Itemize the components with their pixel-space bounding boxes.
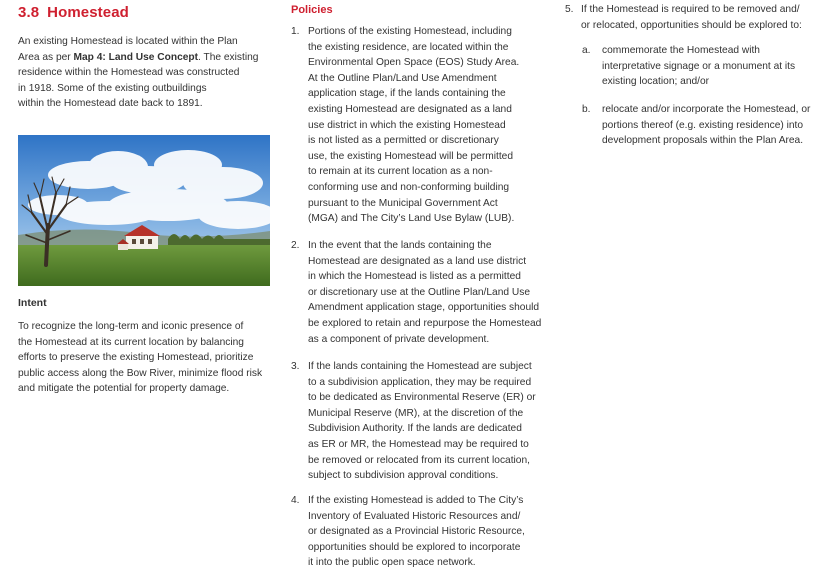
policy-text [581,2,827,33]
policy-line: Subdivision Authority. If the lands are dedicated [308,423,522,435]
policy-line: use, the existing Homestead will be permitted [308,150,513,162]
subitem-line: existing location; and/or [602,76,710,88]
policy-line: opportunities should be explored to incorporate [308,541,521,553]
policy-subitem-b [565,102,827,149]
policy-line: or discretionary use at the Outline Plan/Land Use [308,286,530,298]
policy-item-1 [291,24,551,227]
intro-line: An existing Homestead is located within the Plan [18,36,238,47]
subitem-line: portions thereof (e.g. existing residence) into [602,119,804,131]
intro-line: residence within the Homestead was constructed [18,67,240,79]
policy-line: Environmental Open Space (EOS) Study Area. [308,57,520,69]
policy-line: Homestead are designated as a land use district [308,255,527,267]
intent-line: and mitigate the potential for property damage. [18,383,230,395]
policy-text [308,493,548,571]
subitem-letter: b. [582,104,591,115]
policy-line: If the lands containing the Homestead are subject [308,361,532,372]
policy-line: as ER or MR, the Homestead may be required to [308,438,529,450]
policy-line: pursuant to the Municipal Government Act [308,197,498,209]
intro-text: Area as per [18,51,74,63]
subitem-line: relocate and/or incorporate the Homestead, or [602,104,811,115]
policy-line: it into the public open space network. [308,557,476,569]
policy-line: If the Homestead is required to be removed and/ [581,4,800,15]
policy-line: At the Outline Plan/Land Use Amendment [308,72,497,84]
policy-text [308,359,548,484]
policy-number: 3. [291,361,300,372]
subitem-text [602,43,827,90]
policy-line: Portions of the existing Homestead, including [308,26,512,37]
intro-line: in 1918. Some of the existing outbuildings [18,82,207,94]
policy-line: or designated as a Provincial Historic Resource, [308,526,525,538]
policy-number: 4. [291,495,300,506]
policy-line: conforming use and non-conforming building [308,181,510,193]
policy-text [308,238,548,347]
intro-line: within the Homestead date back to 1891. [18,98,203,110]
policy-line: is not listed as a permitted or discretionary [308,135,499,147]
policy-number: 2. [291,240,300,251]
policy-line: to remain at its current location as a non- [308,166,493,178]
policy-line: subject to subdivision approval conditions. [308,470,499,482]
policy-item-5 [565,2,827,33]
policy-line: Amendment application stage, opportunities should [308,302,540,314]
subitem-letter: a. [582,45,591,56]
policy-line: (MGA) and The City’s Land Use Bylaw (LUB). [308,213,515,225]
intent-heading: Intent [18,297,47,309]
policy-subitem-a [565,43,827,90]
intro-text: . The existing [198,51,259,63]
policy-line: use district in which the existing Homestead [308,119,506,131]
policy-line: be explored to retain and repurpose the Homestead [308,317,542,329]
policy-line: In the event that the lands containing the [308,240,492,251]
intent-paragraph [18,319,268,397]
policy-number: 5. [565,4,574,15]
intent-line: public access along the Bow River, minimize flood risk [18,367,263,379]
intent-line: To recognize the long-term and iconic presence of [18,321,244,332]
subitem-text [602,102,827,149]
policy-item-2 [291,238,551,347]
policies-heading: Policies [291,4,333,16]
policy-item-3 [291,359,551,484]
policy-line: be removed or relocated from its current location, [308,454,530,466]
section-title [18,4,129,21]
subitem-line: development proposals within the Plan Area. [602,135,804,147]
intro-line [18,50,268,66]
subitem-line: interpretative signage or a monument at its [602,60,796,72]
section-title-text: Homestead [47,4,129,21]
map-reference: Map 4: Land Use Concept [73,51,199,63]
policy-item-4 [291,493,551,571]
policy-line: or relocated, opportunities should be explored to: [581,19,802,31]
policy-line: in which the Homestead is listed as a permitted [308,271,521,283]
homestead-photo [18,135,270,286]
policy-number: 1. [291,26,300,37]
policy-text [308,24,548,227]
policy-line: to be dedicated as Environmental Reserve (ER) or [308,392,536,404]
policy-line: as a component of private development. [308,333,490,345]
policy-line: If the existing Homestead is added to The City’s [308,495,524,506]
policy-line: the existing residence, are located within the [308,41,509,53]
policy-line: Municipal Reserve (MR), at the discretion of the [308,407,524,419]
policy-line: existing Homestead are designated as a land [308,103,512,115]
intent-line: the Homestead at its current location by balancing [18,336,244,348]
section-number: 3.8 [18,4,40,21]
subitem-line: commemorate the Homestead with [602,45,760,56]
policy-line: Inventory of Evaluated Historic Resources and/ [308,510,521,522]
policy-line: application stage, if the lands containing the [308,88,506,100]
policy-line: to a subdivision application, they may be required [308,376,532,388]
intro-paragraph [18,34,268,112]
intent-line: efforts to preserve the existing Homestead, prioritize [18,352,254,364]
